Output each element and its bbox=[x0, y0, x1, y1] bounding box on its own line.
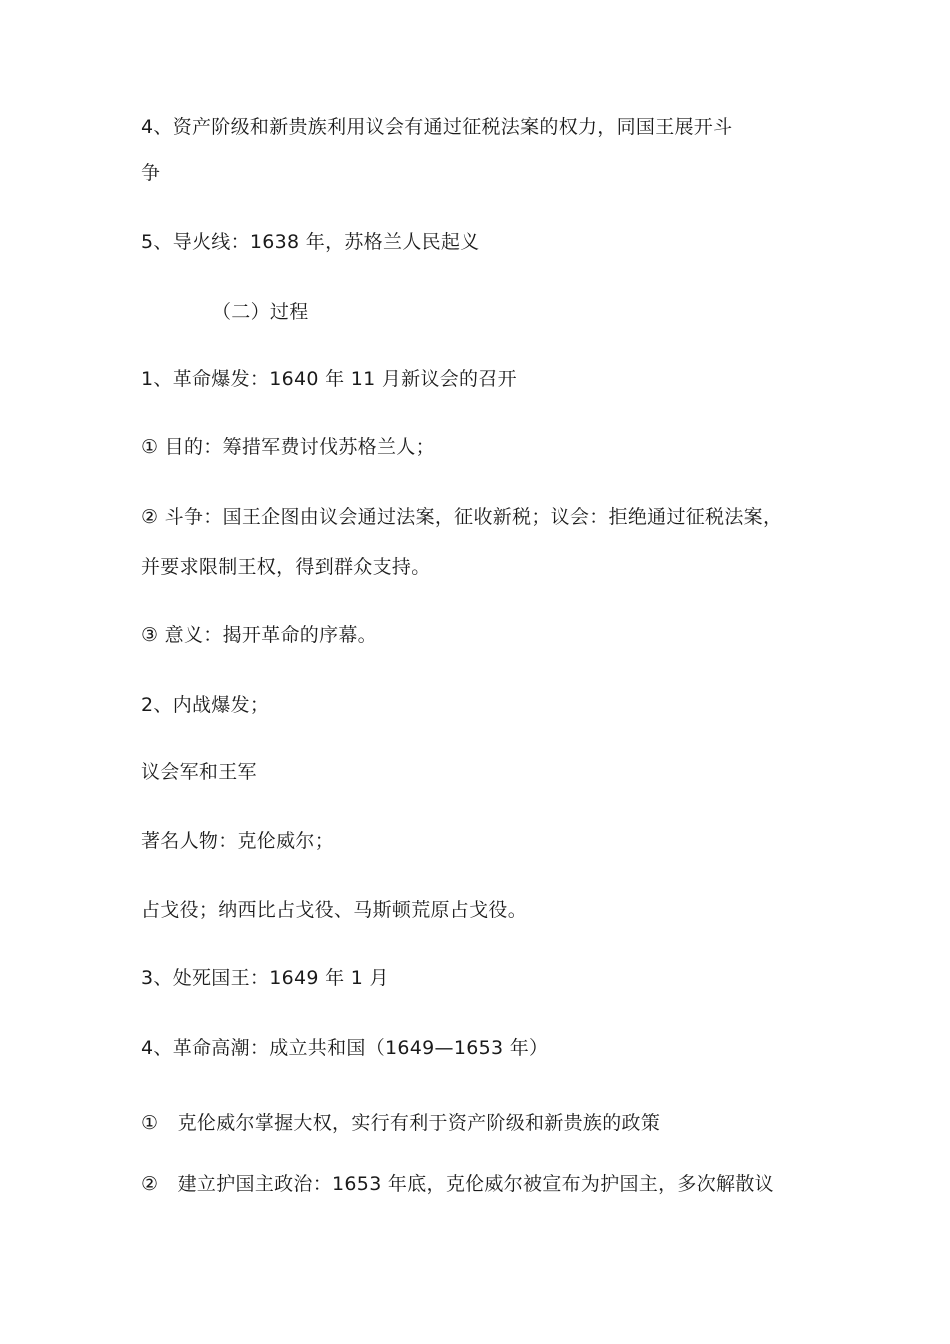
text-line: 4、革命高潮：成立共和国（1649—1653 年） bbox=[141, 1037, 549, 1059]
text-line: 并要求限制王权，得到群众支持。 bbox=[141, 556, 431, 578]
text-line: 占戈役；纳西比占戈役、马斯顿荒原占戈役。 bbox=[141, 899, 528, 921]
text-line: 争 bbox=[141, 162, 161, 184]
text-line: ③ 意义：揭开革命的序幕。 bbox=[141, 624, 377, 646]
text-line: 1、革命爆发：1640 年 11 月新议会的召开 bbox=[141, 368, 517, 390]
text-line: ② 斗争：国王企图由议会通过法案，征收新税；议会：拒绝通过征税法案， bbox=[141, 506, 783, 528]
text-line: ② 建立护国主政治：1653 年底，克伦威尔被宣布为护国主，多次解散议 bbox=[141, 1173, 774, 1195]
section-heading: （二）过程 bbox=[212, 301, 309, 323]
text-line: ① 克伦威尔掌握大权，实行有利于资产阶级和新贵族的政策 bbox=[141, 1112, 661, 1134]
text-line: 议会军和王军 bbox=[141, 761, 257, 783]
text-line: 4、资产阶级和新贵族利用议会有通过征税法案的权力，同国王展开斗 bbox=[141, 116, 733, 138]
text-line: 2、内战爆发； bbox=[141, 694, 270, 716]
text-line: 5、导火线：1638 年，苏格兰人民起义 bbox=[141, 231, 480, 253]
text-line: 3、处死国王：1649 年 1 月 bbox=[141, 967, 389, 989]
text-line: ① 目的：筹措军费讨伐苏格兰人； bbox=[141, 436, 435, 458]
text-line: 著名人物：克伦威尔； bbox=[141, 830, 335, 852]
